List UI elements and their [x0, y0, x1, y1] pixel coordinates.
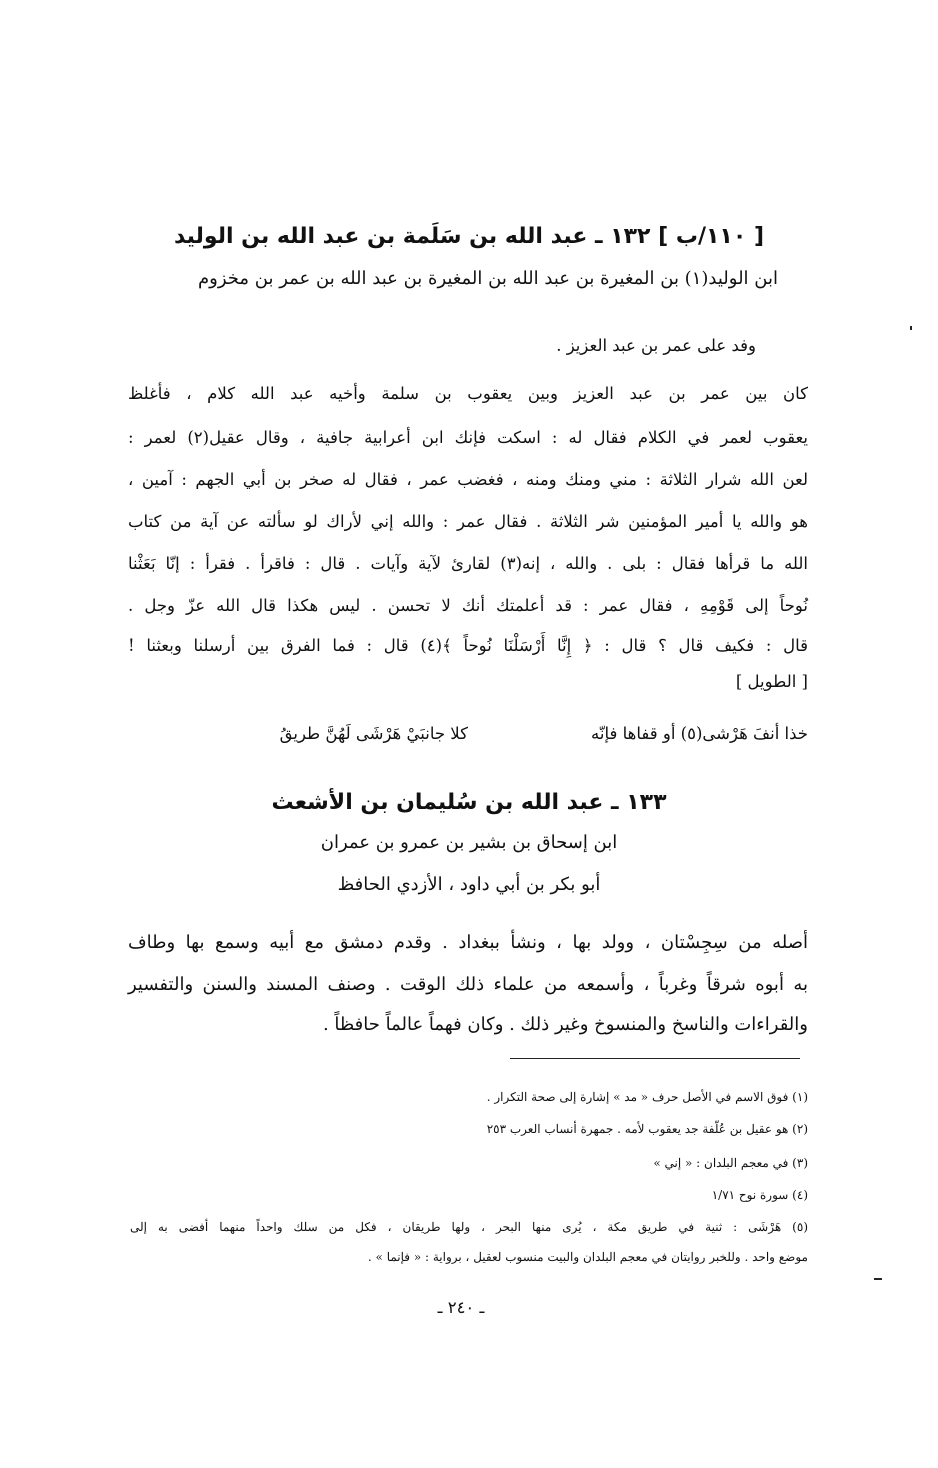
footnote: (٢) هو عقيل بن عُلّفة جد يعقوب لأمه . جمهرة أنساب العرب ٢٥٣ [486, 1122, 808, 1136]
entry-132-paragraph-line: الله ما قرأها فقال : بلى . والله ، إنه(٣) لقارئ لآية وآيات . قال : فاقرأ . فقرأ : إنّا بَعَثْنا [128, 554, 808, 573]
entry-133-paragraph-line: أصله من سِجِسْتان ، وولد بها ، ونشأ ببغداد . وقدم دمشق مع أبيه وسمع بها وطاف [128, 932, 808, 953]
scan-speck [874, 1278, 882, 1280]
entry-132-paragraph-line: هو والله يا أمير المؤمنين شر الثلاثة . فقال عمر : والله إني لأراك لو سألته عن آية من كتاب [128, 512, 808, 531]
entry-132-paragraph-line: نُوحاً إلى قَوْمِهِ ، فقال عمر : قد أعلمتك أنك لا تحسن . ليس هكذا قال الله عزّ وجل . [128, 596, 808, 615]
footnote: (٣) في معجم البلدان : « إني » [653, 1156, 808, 1170]
meter-label: [ الطويل ] [735, 672, 808, 691]
scan-speck [910, 326, 912, 330]
verse-first-hemistich: خذا أنفَ هَرْشى(٥) أو قفاها فإنّه [591, 724, 808, 743]
entry-133-paragraph-line: به أبوه شرقاً وغرباً ، وأسمعه من علماء ذلك الوقت . وصنف المسند والسنن والتفسير [128, 974, 808, 995]
verse-second-hemistich: كلا جانبَيْ هَرْشَى لَهُنَّ طريقُ [279, 724, 468, 743]
entry-133-paragraph-line: والقراءات والناسخ والمنسوخ وغير ذلك . وكان فهماً عالماً حافظاً . [322, 1014, 808, 1035]
entry-132-heading: [ ١١٠/ب ] ١٣٢ ـ عبد الله بن سَلَمة بن عبد الله بن الوليد [173, 224, 765, 249]
entry-132-visit-note: وفد على عمر بن عبد العزيز . [556, 336, 756, 355]
entry-132-paragraph-line: قال : فكيف قال ؟ قال : ﴿ إِنَّا أَرْسَلْنَا نُوحاً ﴾(٤) قال : فما الفرق بين أرسلنا وبعثنا ! [128, 636, 808, 655]
footnote: (٥) هَرْشَى : ثنية في طريق مكة ، يُرى منها البحر ، ولها طريقان ، فكل من سلك واحداً منهما أفضى به إلى [130, 1220, 808, 1234]
entry-132-paragraph-line: كان بين عمر بن عبد العزيز وبين يعقوب بن سلمة وأخيه عبد الله كلام ، فأغلظ [128, 384, 808, 403]
page-number: ـ ٢٤٠ ـ [437, 1298, 485, 1317]
entry-133-heading: ١٣٣ ـ عبد الله بن سُليمان بن الأشعث [271, 790, 667, 815]
footnote: (١) فوق الاسم في الأصل حرف « مد » إشارة إلى صحة التكرار . [486, 1090, 808, 1104]
footnote-continuation: موضع واحد . وللخبر روايتان في معجم البلدان والبيت منسوب لعقيل ، برواية : « فإنما » . [367, 1250, 808, 1264]
entry-132-paragraph-line: لعن الله شرار الثلاثة : مني ومنك ومنه ، فغضب عمر ، فقال له صخر بن أبي الجهم : آمين ، [128, 470, 808, 489]
entry-133-kunya: أبو بكر بن أبي داود ، الأزدي الحافظ [337, 874, 601, 895]
footnote: (٤) سورة نوح ١/٧١ [711, 1188, 808, 1202]
entry-132-lineage: ابن الوليد(١) بن المغيرة بن عبد الله بن المغيرة بن عبد الله بن عمر بن مخزوم [198, 268, 778, 289]
entry-133-lineage: ابن إسحاق بن بشير بن عمرو بن عمران [320, 832, 618, 853]
footnote-separator [510, 1058, 800, 1059]
entry-132-paragraph-line: يعقوب لعمر في الكلام فقال له : اسكت فإنك ابن أعرابية جافية ، وقال عقيل(٢) لعمر : [128, 428, 808, 447]
